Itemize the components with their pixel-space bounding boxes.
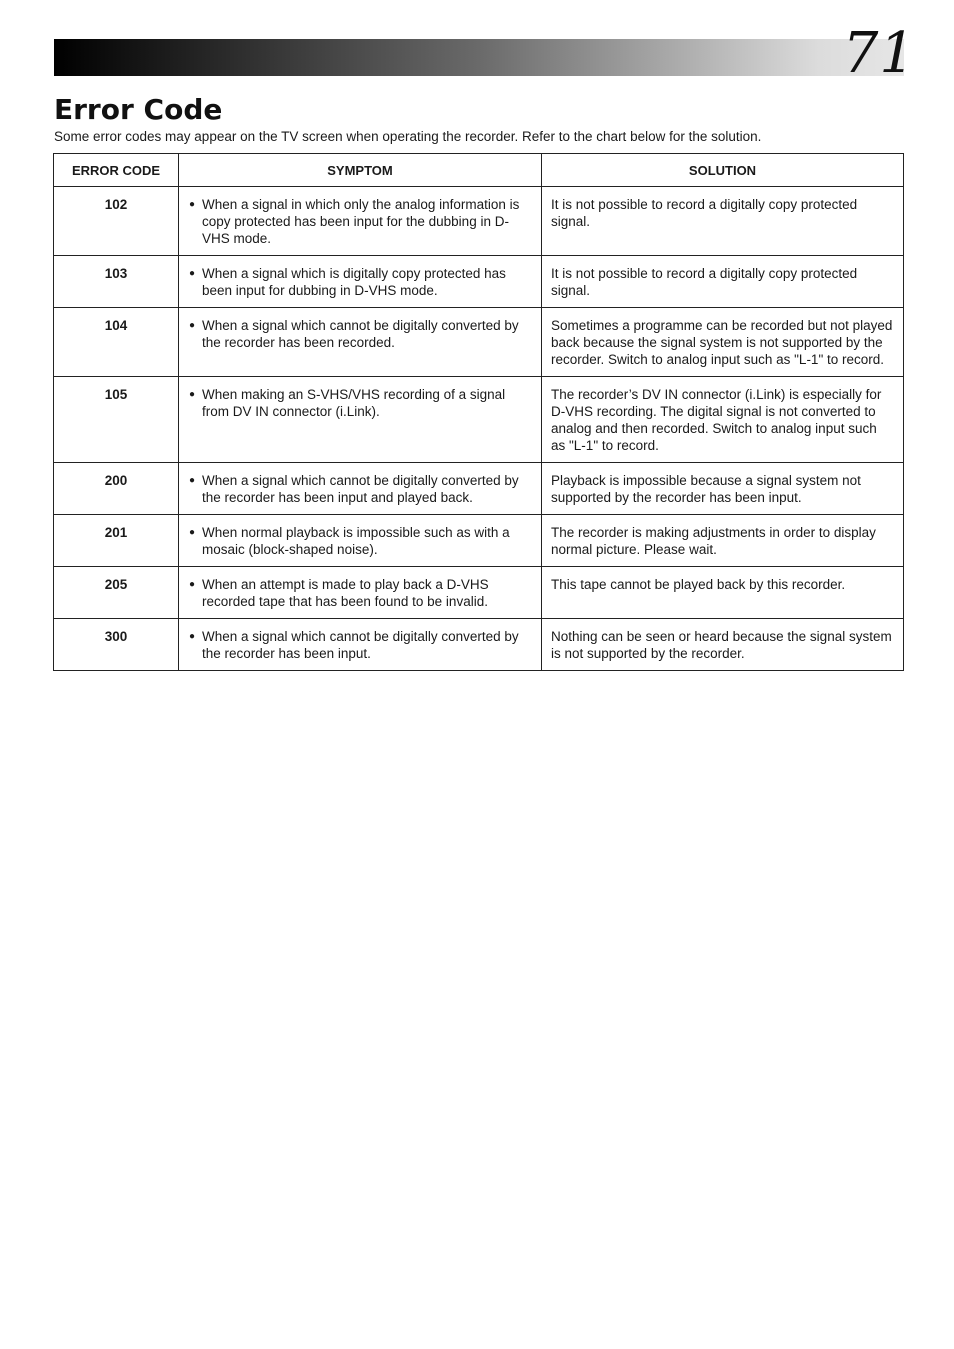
symptom-cell bbox=[179, 187, 542, 256]
error-code-cell: 200 bbox=[54, 463, 179, 515]
table-row bbox=[54, 187, 904, 256]
intro-text: Some error codes may appear on the TV screen when operating the recorder. Refer to the chart below for the solution. bbox=[54, 129, 762, 144]
page-number: 71 bbox=[842, 21, 916, 86]
solution-cell: Nothing can be seen or heard because the signal system is not supported by the recorder. bbox=[542, 619, 904, 671]
solution-cell: Playback is impossible because a signal system not supported by the recorder has been input. bbox=[542, 463, 904, 515]
error-code-cell: 300 bbox=[54, 619, 179, 671]
table-row bbox=[54, 567, 904, 619]
solution-cell: It is not possible to record a digitally copy protected signal. bbox=[542, 187, 904, 256]
symptom-cell bbox=[179, 308, 542, 377]
symptom-text: When a signal which is digitally copy protected has been input for dubbing in D-VHS mode. bbox=[202, 266, 506, 298]
solution-cell: The recorder’s DV IN connector (i.Link) is especially for D-VHS recording. The digital signal is not converted to analog and then recorded. Switch to analog input such as "L-1" to record. bbox=[542, 377, 904, 463]
bullet-icon: ● bbox=[189, 268, 196, 279]
symptom-text: When normal playback is impossible such as with a mosaic (block-shaped noise). bbox=[202, 525, 510, 557]
bullet-icon: ● bbox=[189, 527, 196, 538]
error-code-cell: 104 bbox=[54, 308, 179, 377]
solution-cell: This tape cannot be played back by this recorder. bbox=[542, 567, 904, 619]
header-error-code: ERROR CODE bbox=[54, 154, 179, 187]
solution-cell: It is not possible to record a digitally copy protected signal. bbox=[542, 256, 904, 308]
table-row bbox=[54, 463, 904, 515]
solution-cell: Sometimes a programme can be recorded but not played back because the signal system is not supported by the recorder. Switch to analog input such as "L-1" to record. bbox=[542, 308, 904, 377]
error-code-cell: 103 bbox=[54, 256, 179, 308]
symptom-cell bbox=[179, 515, 542, 567]
header-solution: SOLUTION bbox=[542, 154, 904, 187]
table-header-row bbox=[54, 154, 904, 187]
table-row bbox=[54, 619, 904, 671]
symptom-text: When making an S-VHS/VHS recording of a signal from DV IN connector (i.Link). bbox=[202, 387, 506, 419]
error-code-cell: 205 bbox=[54, 567, 179, 619]
bullet-icon: ● bbox=[189, 475, 196, 486]
symptom-text: When a signal which cannot be digitally converted by the recorder has been recorded. bbox=[202, 318, 519, 350]
symptom-text: When a signal in which only the analog information is copy protected has been input for the dubbing in D-VHS mode. bbox=[202, 197, 520, 246]
symptom-cell bbox=[179, 256, 542, 308]
error-code-table bbox=[53, 153, 904, 671]
bullet-icon: ● bbox=[189, 579, 196, 590]
error-code-cell: 105 bbox=[54, 377, 179, 463]
error-code-cell: 201 bbox=[54, 515, 179, 567]
symptom-cell bbox=[179, 567, 542, 619]
symptom-text: When an attempt is made to play back a D-VHS recorded tape that has been found to be invalid. bbox=[202, 577, 489, 609]
table-row bbox=[54, 377, 904, 463]
symptom-text: When a signal which cannot be digitally converted by the recorder has been input. bbox=[202, 629, 519, 661]
bullet-icon: ● bbox=[189, 631, 196, 642]
symptom-text: When a signal which cannot be digitally converted by the recorder has been input and played back. bbox=[202, 473, 519, 505]
bullet-icon: ● bbox=[189, 199, 196, 210]
table-row bbox=[54, 256, 904, 308]
table-row bbox=[54, 308, 904, 377]
bullet-icon: ● bbox=[189, 320, 196, 331]
symptom-cell bbox=[179, 619, 542, 671]
page-title: Error Code bbox=[54, 93, 223, 126]
symptom-cell bbox=[179, 377, 542, 463]
solution-cell: The recorder is making adjustments in order to display normal picture. Please wait. bbox=[542, 515, 904, 567]
bullet-icon: ● bbox=[189, 389, 196, 400]
error-code-cell: 102 bbox=[54, 187, 179, 256]
table-row bbox=[54, 515, 904, 567]
header-gradient-bar bbox=[54, 39, 904, 76]
header-symptom: SYMPTOM bbox=[179, 154, 542, 187]
symptom-cell bbox=[179, 463, 542, 515]
